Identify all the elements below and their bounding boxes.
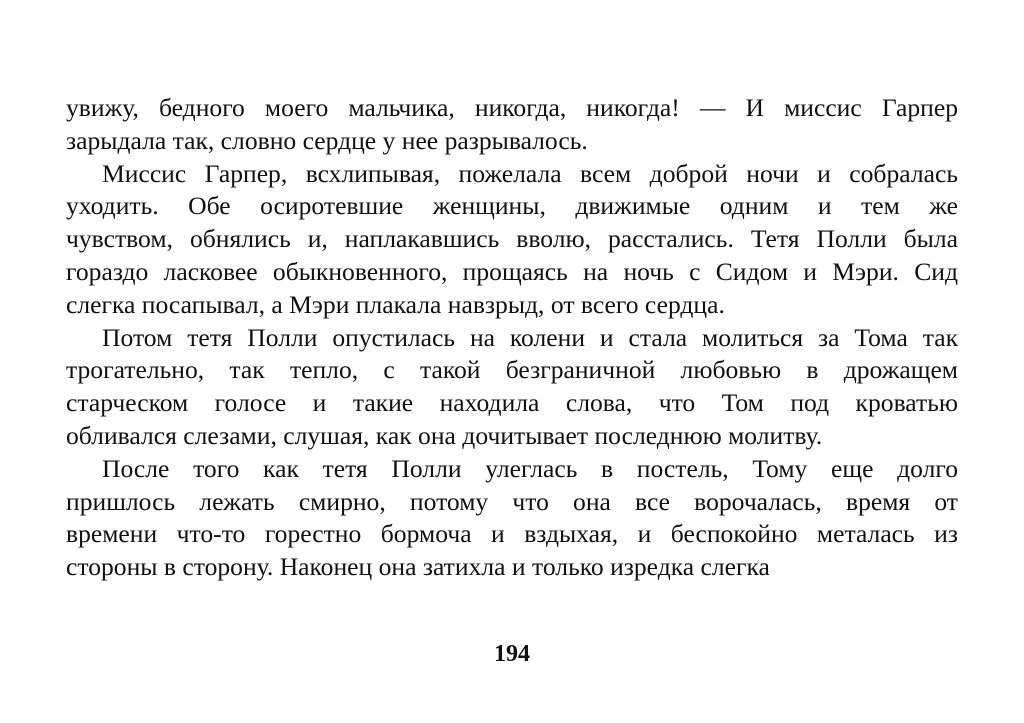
text-line: времени что-то горестно бормоча и вздыхая, и беспокойно металась из bbox=[66, 519, 958, 549]
text-line: старческом голосе и такие находила слова, что Том под кроватью bbox=[66, 388, 958, 418]
text-line: трогательно, так тепло, с такой безграничной любовью в дрожащем bbox=[66, 355, 958, 385]
text-line: слегка посапывал, а Мэри плакала навзрыд, от всего сердца. bbox=[66, 289, 725, 319]
text-line: уходить. Обе осиротевшие женщины, движимые одним и тем же bbox=[66, 191, 958, 221]
page-number: 194 bbox=[494, 641, 530, 667]
text-line: зарыдала так, словно сердце у нее разрывалось. bbox=[66, 125, 588, 155]
text-line: пришлось лежать смирно, потому что она все ворочалась, время от bbox=[66, 486, 958, 516]
text-line: гораздо ласковее обыкновенного, прощаясь на ночь с Сидом и Мэри. Сид bbox=[66, 256, 958, 286]
text-line: увижу, бедного моего мальчика, никогда, никогда! — И миссис Гарпер bbox=[66, 93, 958, 122]
text-line: чувством, обнялись и, наплакавшись вволю, расстались. Тетя Полли была bbox=[66, 224, 958, 254]
text-line: После того как тетя Полли улеглась в постель, Тому еще долго bbox=[102, 453, 958, 483]
text-line: обливался слезами, слушая, как она дочитывает последнюю молитву. bbox=[66, 420, 823, 450]
text-line: Потом тетя Полли опустилась на колени и стала молиться за Тома так bbox=[102, 322, 958, 352]
text-line: Миссис Гарпер, всхлипывая, пожелала всем доброй ночи и собралась bbox=[102, 158, 958, 188]
text-line: стороны в сторону. Наконец она затихла и только изредка слегка bbox=[66, 552, 770, 582]
body-text bbox=[66, 92, 958, 584]
